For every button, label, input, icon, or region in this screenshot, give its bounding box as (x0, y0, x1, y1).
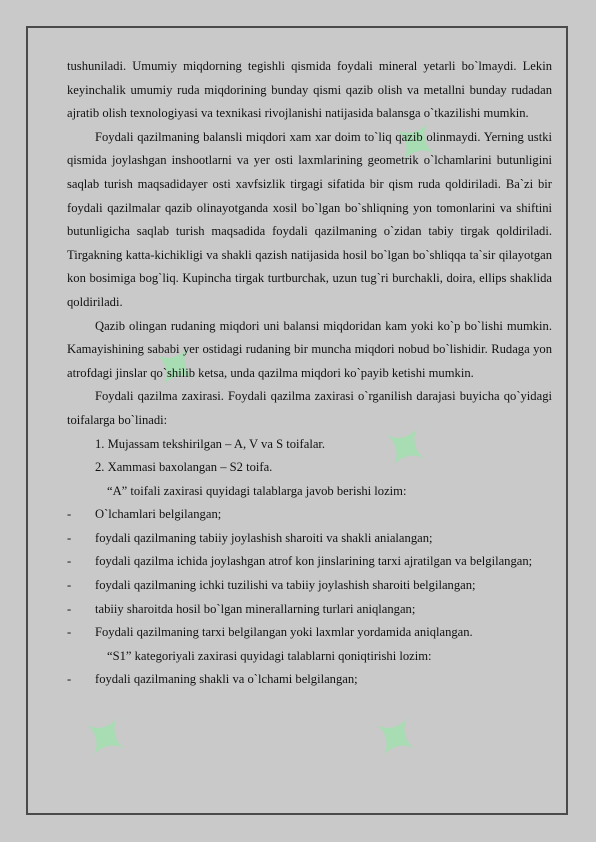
watermark-logo: ✦ (371, 99, 463, 184)
list-item-text: foydali qazilma ichida joylashgan atrof kon jinslarining tarxi ajratilgan va belgilangan; (95, 554, 533, 569)
list-item (67, 527, 552, 551)
paragraph: Qazib olingan rudaning miqdori uni balansi miqdoridan kam yoki ko`p bo`lishi mumkin. Kamayishining sababi yer ostidagi rudaning bir muncha miqdori nobud bo`lishidir. Rudaga yon atrofdagi jinslar qo`shilib ketsa, unda qazilma miqdori ko`payib ketishi mumkin. (67, 318, 552, 380)
watermark-logo: ✦ (61, 694, 153, 779)
list-item (67, 621, 552, 645)
watermark-logo: ✦ (351, 694, 443, 779)
paragraph: Foydali qazilmaning balansli miqdori xam xar doim to`liq qazib olinmaydi. Yerning ustki qismida joylashgan inshootlarni va yer osti laxmlarining geometrik o`lchamlarini butunligini saqlab turish maqsadidayer osti xavfsizlik tirgagi sifatida bir qism ruda qoldiriladi. Ba`zi bir foydali qazilmalar qazib olinayotganda xosil bo`lgan bo`shliqning yon tomonlarini va shiftini butunligicha saqlab turish maqsadida foydali qazilmaning o`zidan tabiy tirgak qoldiriladi. Tirgakning katta-kichikligi va shakli qazish natijasida hosil bo`lgan bo`shliqqa ta`sir qilayotgan kon bosimiga bog`liq. Kupincha tirgak turtburchak, uzun tug`ri burchakli, doira, ellips shaklida qoldiriladi. (67, 129, 552, 309)
dash-bullet: - (67, 554, 72, 569)
list-item-text: Foydali qazilmaning tarxi belgilangan yoki laxmlar yordamida aniqlangan. (95, 625, 473, 640)
watermark-logo: ✦ (361, 404, 453, 489)
list-item (67, 550, 552, 574)
list-item (67, 598, 552, 622)
list-item-text: foydali qazilmaning tabiiy joylashish sharoiti va shakli anialangan; (95, 530, 433, 545)
list-item (67, 668, 552, 692)
document-body (67, 55, 552, 692)
dash-bullet: - (67, 578, 72, 593)
section-heading: “S1” kategoriyali zaxirasi quyidagi talablarni qoniqtirishi lozim: (107, 648, 432, 663)
paragraph: tushuniladi. Umumiy miqdorning tegishli qismida foydali mineral yetarli bo`lmaydi. Lekin keyinchalik umumiy ruda miqdorining bunday qismi qazib olish va metallni bunday rudadan ajratib olish texnologiyasi va texnikasi rivojlanishi natijasida balansga o`tkazilishi mumkin. (67, 59, 552, 121)
list-item-text: tabiiy sharoitda hosil bo`lgan minerallarning turlari aniqlangan; (95, 601, 416, 616)
watermark-logo: ✦ (131, 324, 223, 409)
dash-bullet: - (67, 672, 72, 687)
dash-bullet: - (67, 601, 72, 616)
dash-bullet: - (67, 530, 72, 545)
list-item-text: foydali qazilmaning ichki tuzilishi va tabiiy joylashish sharoiti belgilangan; (95, 578, 476, 593)
dash-bullet: - (67, 507, 72, 522)
list-item (67, 503, 552, 527)
dash-bullet: - (67, 625, 72, 640)
paragraph: Foydali qazilma zaxirasi. Foydali qazilma zaxirasi o`rganilish darajasi buyicha qo`yidagi toifalarga bo`linadi: (67, 389, 552, 427)
list-item-text: O`lchamlari belgilangan; (95, 507, 222, 522)
numbered-item: 1. Mujassam tekshirilgan – A, V va S toifalar. (95, 436, 326, 451)
list-item (67, 574, 552, 598)
list-item-text: foydali qazilmaning shakli va o`lchami belgilangan; (95, 672, 358, 687)
section-heading: “A” toifali zaxirasi quyidagi talablarga javob berishi lozim: (107, 483, 407, 498)
numbered-item: 2. Xammasi baxolangan – S2 toifa. (95, 460, 273, 475)
